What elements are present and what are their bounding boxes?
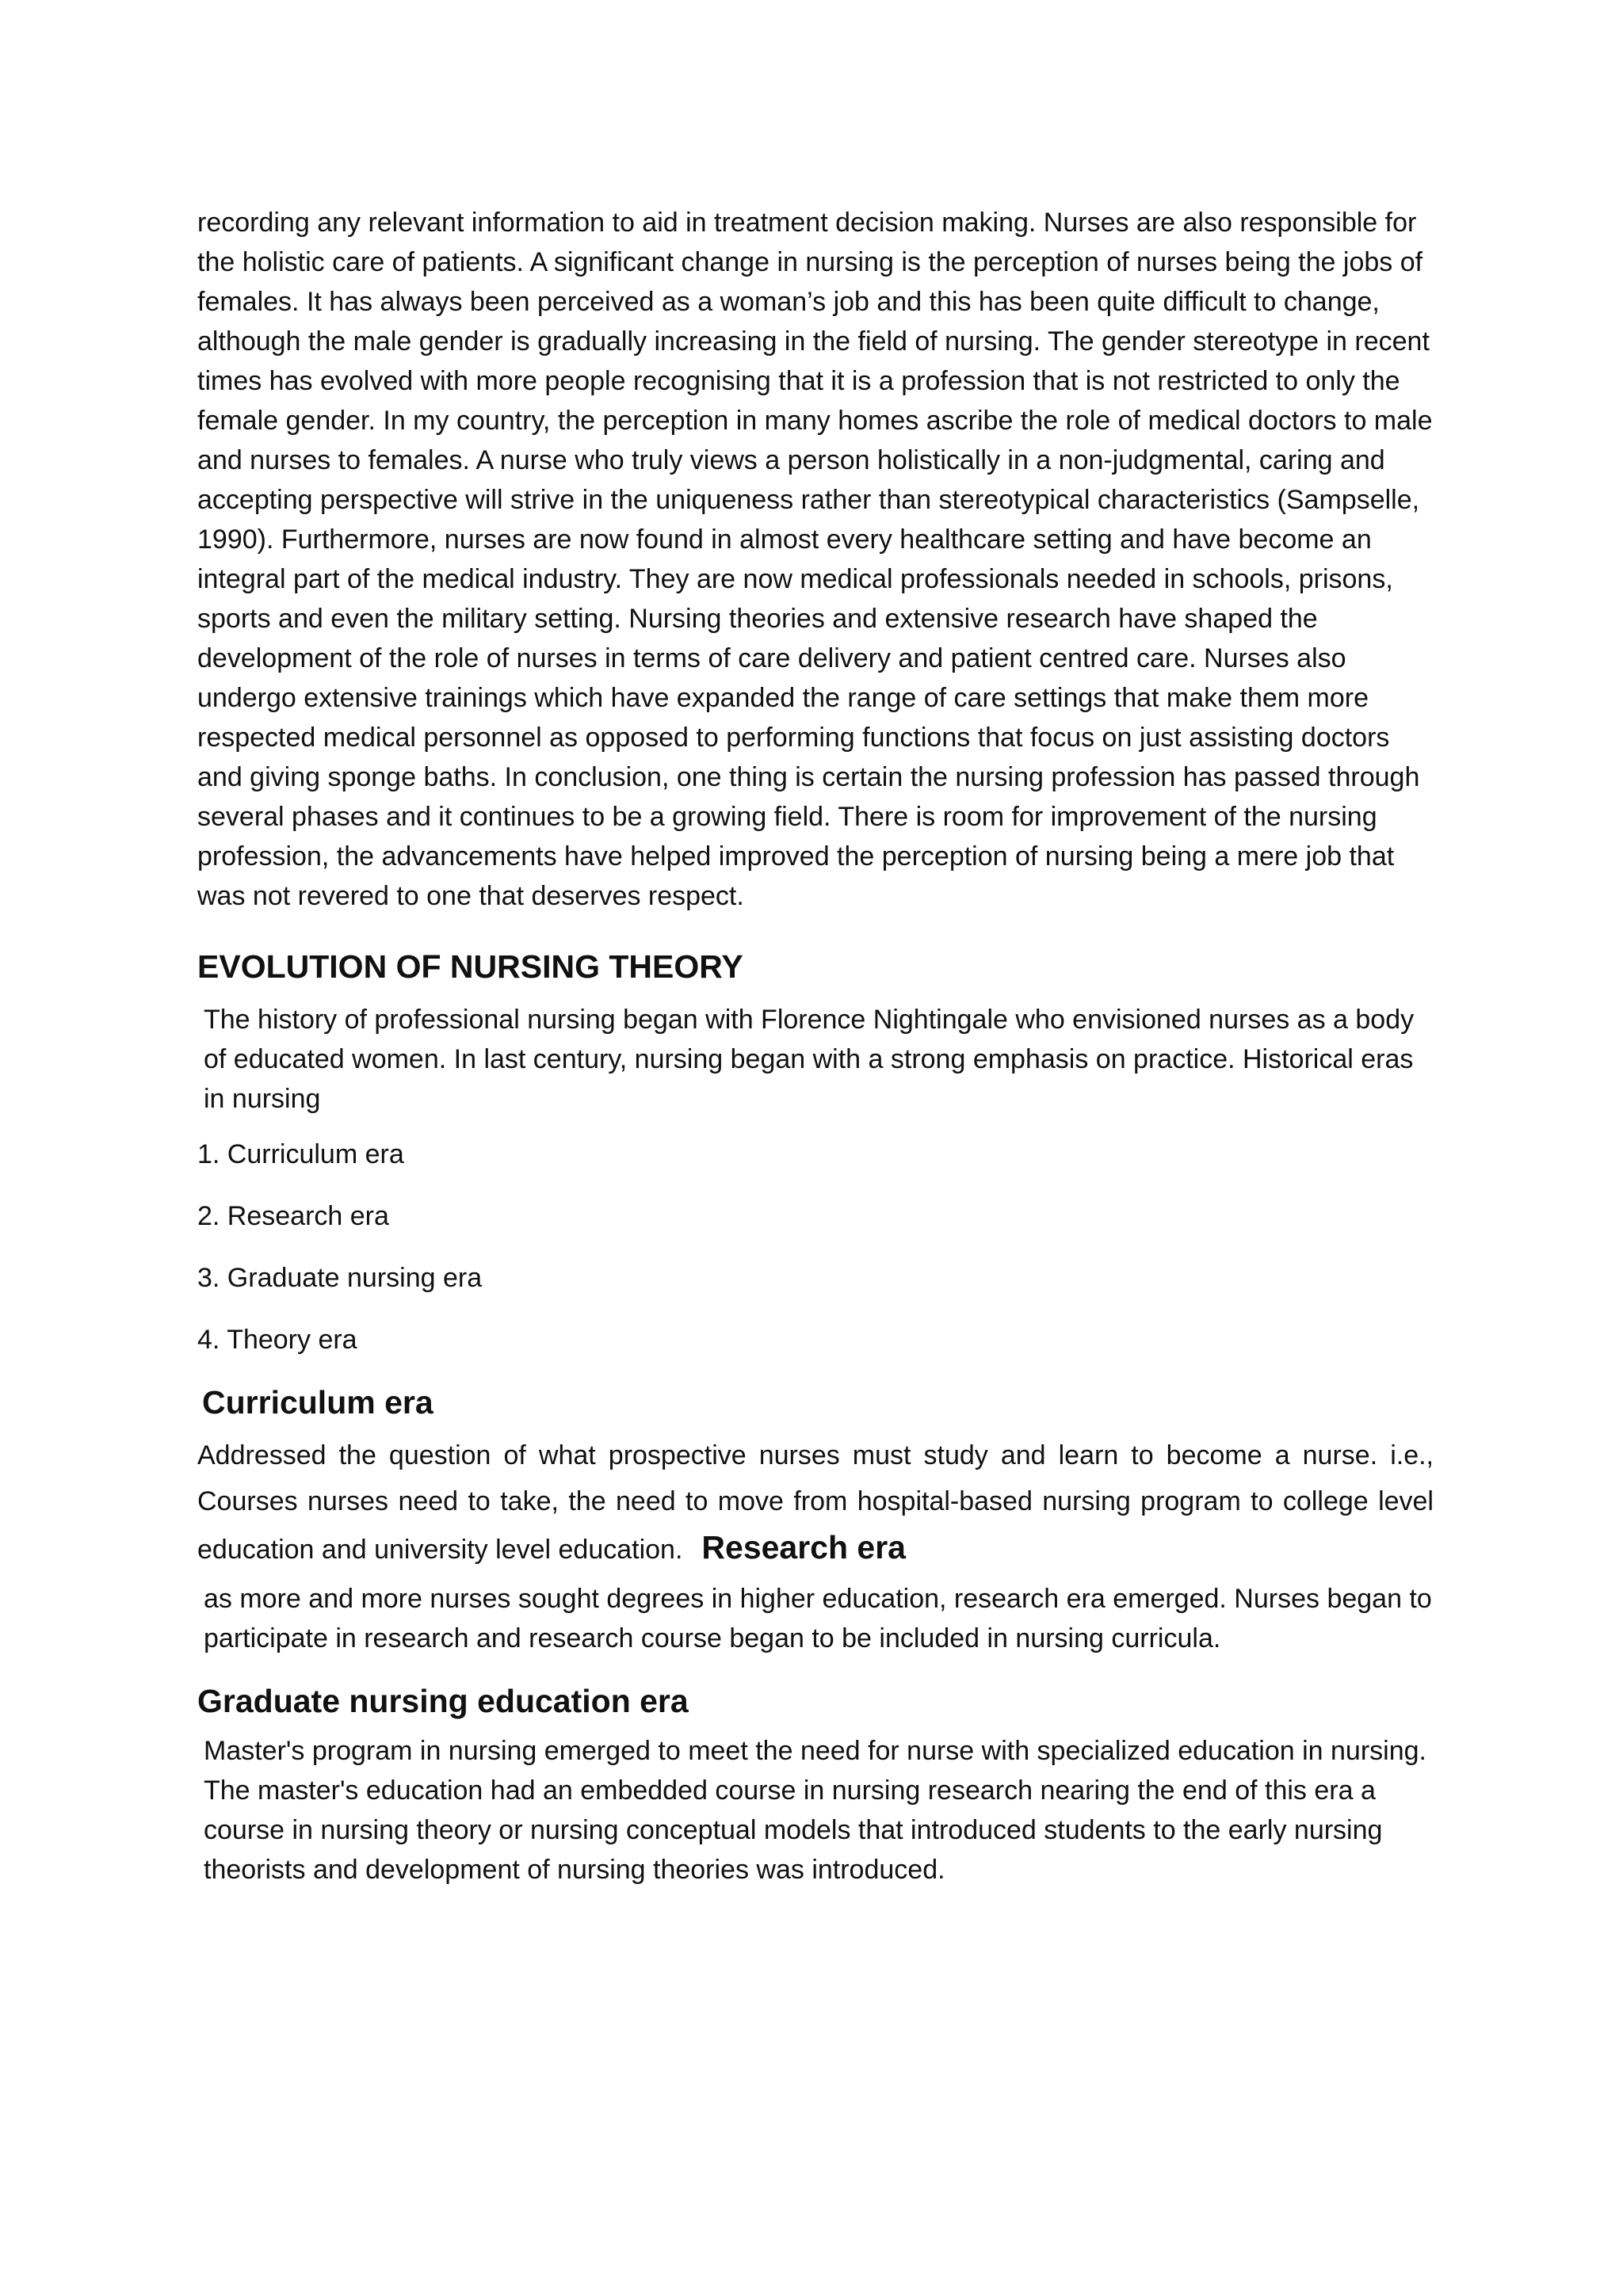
list-item: 3. Graduate nursing era (197, 1263, 483, 1293)
list-item: 2. Research era (197, 1201, 389, 1231)
section-heading-graduate: Graduate nursing education era (197, 1683, 689, 1719)
research-paragraph: as more and more nurses sought degrees in higher education, research era emerged. Nurses began to participate in research and research course began to be included in nursing curricula. (204, 1584, 1432, 1653)
intro-paragraph: recording any relevant information to aid in treatment decision making. Nurses are also responsible for the holistic care of patients. A significant change in nursing is the perception of nurses being the jobs of females. It has always been perceived as a woman’s job and this has been quite difficult to change, although the male gender is gradually increasing in the field of nursing. The gender stereotype in recent times has evolved with more people recognising that it is a profession that is not restricted to only the female gender. In my country, the perception in many homes ascribe the role of medical doctors to male and nurses to females. A nurse who truly views a person holistically in a non-judgmental, caring and accepting perspective will strive in the uniqueness rather than stereotypical characteristics (Sampselle, 1990). Furthermore, nurses are now found in almost every healthcare setting and have become an integral part of the medical industry. They are now medical professionals needed in schools, prisons, sports and even the military setting. Nursing theories and extensive research have shaped the development of the role of nurses in terms of care delivery and patient centred care. Nurses also undergo extensive trainings which have expanded the range of care settings that make them more respected medical personnel as opposed to performing functions that focus on just assisting doctors and giving sponge baths. In conclusion, one thing is certain the nursing profession has passed through several phases and it continues to be a growing field. There is room for improvement of the nursing profession, the advancements have helped improved the perception of nursing being a mere job that was not revered to one that deserves respect. (197, 208, 1433, 911)
section-heading-curriculum: Curriculum era (202, 1384, 433, 1421)
graduate-paragraph: Master's program in nursing emerged to meet the need for nurse with specialized education in nursing. The master's education had an embedded course in nursing research nearing the end of this era a course in nursing theory or nursing conceptual models that introduced students to the early nursing theorists and development of nursing theories was introduced. (204, 1736, 1426, 1885)
list-item: 4. Theory era (197, 1325, 357, 1355)
eras-list (197, 1135, 1434, 1360)
curriculum-paragraph (197, 1432, 1434, 1573)
section-heading-research: Research era (701, 1529, 906, 1566)
curriculum-text: Addressed the question of what prospective nurses must study and learn to become a nurse. i.e., Courses nurses need to take, the need to move from hospital-based nursing program to college level education and university level education. (197, 1440, 1434, 1565)
evolution-paragraph: The history of professional nursing began with Florence Nightingale who envisioned nurses as a body of educated women. In last century, nursing began with a strong emphasis on practice. Historical eras in nursing (204, 1005, 1415, 1114)
document-page (197, 203, 1434, 1890)
list-item: 1. Curriculum era (197, 1139, 404, 1169)
section-heading-evolution: EVOLUTION OF NURSING THEORY (197, 948, 743, 985)
